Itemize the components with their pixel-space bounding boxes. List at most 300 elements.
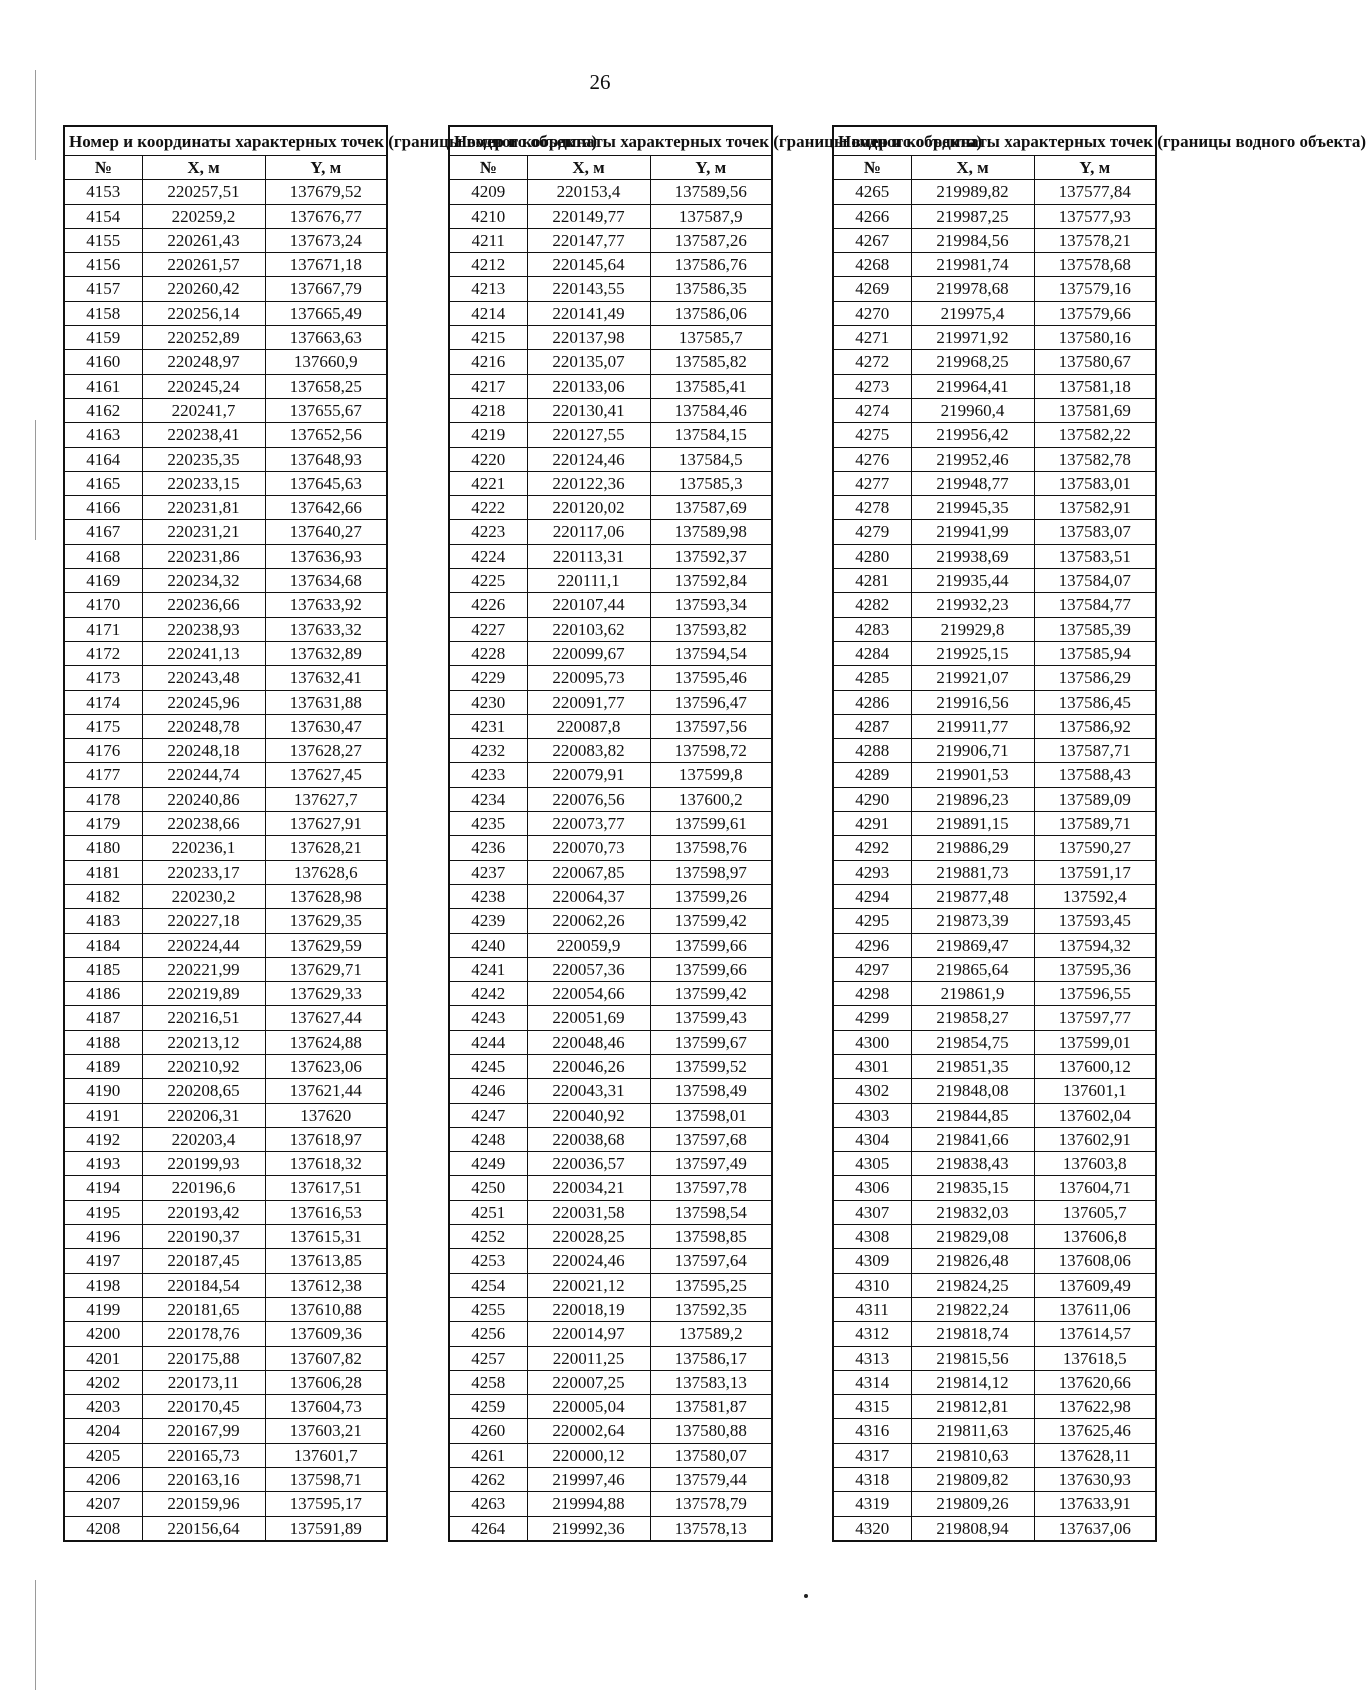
y-coordinate-cell: 137579,44 bbox=[650, 1468, 772, 1492]
y-coordinate-cell: 137591,17 bbox=[1034, 860, 1156, 884]
y-coordinate-cell: 137599,52 bbox=[650, 1054, 772, 1078]
x-coordinate-cell: 220057,36 bbox=[527, 957, 650, 981]
y-coordinate-cell: 137671,18 bbox=[265, 253, 387, 277]
table-row bbox=[64, 1516, 387, 1541]
point-number-cell: 4232 bbox=[449, 739, 527, 763]
table-row bbox=[64, 617, 387, 641]
x-coordinate-cell: 219873,39 bbox=[911, 909, 1034, 933]
x-coordinate-cell: 220130,41 bbox=[527, 398, 650, 422]
table-row bbox=[449, 982, 772, 1006]
table-row bbox=[449, 326, 772, 350]
point-number-cell: 4282 bbox=[833, 593, 911, 617]
y-coordinate-cell: 137630,47 bbox=[265, 714, 387, 738]
y-coordinate-cell: 137637,06 bbox=[1034, 1516, 1156, 1541]
y-coordinate-cell: 137602,91 bbox=[1034, 1127, 1156, 1151]
table-row bbox=[833, 1176, 1156, 1200]
y-coordinate-cell: 137595,17 bbox=[265, 1492, 387, 1516]
table-row bbox=[449, 1419, 772, 1443]
y-coordinate-cell: 137608,06 bbox=[1034, 1249, 1156, 1273]
y-coordinate-cell: 137603,8 bbox=[1034, 1152, 1156, 1176]
y-coordinate-cell: 137595,46 bbox=[650, 666, 772, 690]
table-row bbox=[833, 277, 1156, 301]
y-coordinate-cell: 137578,13 bbox=[650, 1516, 772, 1541]
column-header-x: X, м bbox=[142, 156, 265, 180]
point-number-cell: 4211 bbox=[449, 228, 527, 252]
column-header-y: Y, м bbox=[650, 156, 772, 180]
point-number-cell: 4188 bbox=[64, 1030, 142, 1054]
x-coordinate-cell: 220076,56 bbox=[527, 787, 650, 811]
x-coordinate-cell: 220111,1 bbox=[527, 569, 650, 593]
x-coordinate-cell: 220221,99 bbox=[142, 957, 265, 981]
x-coordinate-cell: 219906,71 bbox=[911, 739, 1034, 763]
point-number-cell: 4212 bbox=[449, 253, 527, 277]
x-coordinate-cell: 220007,25 bbox=[527, 1370, 650, 1394]
y-coordinate-cell: 137618,32 bbox=[265, 1152, 387, 1176]
x-coordinate-cell: 220245,96 bbox=[142, 690, 265, 714]
table-row bbox=[64, 787, 387, 811]
y-coordinate-cell: 137645,63 bbox=[265, 471, 387, 495]
point-number-cell: 4187 bbox=[64, 1006, 142, 1030]
table-row bbox=[833, 301, 1156, 325]
point-number-cell: 4290 bbox=[833, 787, 911, 811]
point-number-cell: 4170 bbox=[64, 593, 142, 617]
x-coordinate-cell: 219948,77 bbox=[911, 471, 1034, 495]
table-row bbox=[64, 982, 387, 1006]
coordinates-table-wrapper-3 bbox=[832, 125, 1366, 1542]
table-row bbox=[833, 957, 1156, 981]
point-number-cell: 4262 bbox=[449, 1468, 527, 1492]
x-coordinate-cell: 220233,17 bbox=[142, 860, 265, 884]
table-row bbox=[833, 1054, 1156, 1078]
x-coordinate-cell: 220210,92 bbox=[142, 1054, 265, 1078]
table-row bbox=[449, 1443, 772, 1467]
table-row bbox=[449, 593, 772, 617]
table-row bbox=[833, 690, 1156, 714]
table-row bbox=[64, 909, 387, 933]
y-coordinate-cell: 137591,89 bbox=[265, 1516, 387, 1541]
point-number-cell: 4167 bbox=[64, 520, 142, 544]
y-coordinate-cell: 137596,55 bbox=[1034, 982, 1156, 1006]
y-coordinate-cell: 137598,76 bbox=[650, 836, 772, 860]
x-coordinate-cell: 220231,81 bbox=[142, 496, 265, 520]
point-number-cell: 4176 bbox=[64, 739, 142, 763]
point-number-cell: 4247 bbox=[449, 1103, 527, 1127]
point-number-cell: 4251 bbox=[449, 1200, 527, 1224]
point-number-cell: 4277 bbox=[833, 471, 911, 495]
x-coordinate-cell: 219809,26 bbox=[911, 1492, 1034, 1516]
x-coordinate-cell: 219829,08 bbox=[911, 1225, 1034, 1249]
point-number-cell: 4191 bbox=[64, 1103, 142, 1127]
y-coordinate-cell: 137600,12 bbox=[1034, 1054, 1156, 1078]
table-row bbox=[64, 447, 387, 471]
point-number-cell: 4264 bbox=[449, 1516, 527, 1541]
y-coordinate-cell: 137628,11 bbox=[1034, 1443, 1156, 1467]
column-header-y: Y, м bbox=[1034, 156, 1156, 180]
y-coordinate-cell: 137584,5 bbox=[650, 447, 772, 471]
point-number-cell: 4175 bbox=[64, 714, 142, 738]
table-row bbox=[64, 423, 387, 447]
point-number-cell: 4304 bbox=[833, 1127, 911, 1151]
table-row bbox=[64, 1176, 387, 1200]
scan-margin-line bbox=[35, 1580, 36, 1690]
y-coordinate-cell: 137620 bbox=[265, 1103, 387, 1127]
point-number-cell: 4165 bbox=[64, 471, 142, 495]
table-row bbox=[64, 666, 387, 690]
table-row bbox=[64, 1370, 387, 1394]
x-coordinate-cell: 220248,78 bbox=[142, 714, 265, 738]
x-coordinate-cell: 220199,93 bbox=[142, 1152, 265, 1176]
y-coordinate-cell: 137587,26 bbox=[650, 228, 772, 252]
y-coordinate-cell: 137627,91 bbox=[265, 812, 387, 836]
point-number-cell: 4299 bbox=[833, 1006, 911, 1030]
x-coordinate-cell: 219826,48 bbox=[911, 1249, 1034, 1273]
y-coordinate-cell: 137583,01 bbox=[1034, 471, 1156, 495]
table-row bbox=[64, 1079, 387, 1103]
x-coordinate-cell: 219891,15 bbox=[911, 812, 1034, 836]
y-coordinate-cell: 137609,36 bbox=[265, 1322, 387, 1346]
x-coordinate-cell: 219818,74 bbox=[911, 1322, 1034, 1346]
point-number-cell: 4164 bbox=[64, 447, 142, 471]
point-number-cell: 4238 bbox=[449, 884, 527, 908]
y-coordinate-cell: 137584,15 bbox=[650, 423, 772, 447]
point-number-cell: 4195 bbox=[64, 1200, 142, 1224]
point-number-cell: 4246 bbox=[449, 1079, 527, 1103]
table-row bbox=[64, 1103, 387, 1127]
x-coordinate-cell: 220208,65 bbox=[142, 1079, 265, 1103]
y-coordinate-cell: 137593,34 bbox=[650, 593, 772, 617]
point-number-cell: 4316 bbox=[833, 1419, 911, 1443]
point-number-cell: 4266 bbox=[833, 204, 911, 228]
table-row bbox=[833, 1127, 1156, 1151]
point-number-cell: 4202 bbox=[64, 1370, 142, 1394]
table-row bbox=[833, 569, 1156, 593]
x-coordinate-cell: 219989,82 bbox=[911, 180, 1034, 204]
point-number-cell: 4312 bbox=[833, 1322, 911, 1346]
table-row bbox=[449, 1200, 772, 1224]
point-number-cell: 4274 bbox=[833, 398, 911, 422]
y-coordinate-cell: 137587,9 bbox=[650, 204, 772, 228]
y-coordinate-cell: 137577,84 bbox=[1034, 180, 1156, 204]
y-coordinate-cell: 137585,3 bbox=[650, 471, 772, 495]
x-coordinate-cell: 220216,51 bbox=[142, 1006, 265, 1030]
table-row bbox=[64, 1127, 387, 1151]
x-coordinate-cell: 220259,2 bbox=[142, 204, 265, 228]
table-body bbox=[449, 180, 772, 1541]
point-number-cell: 4275 bbox=[833, 423, 911, 447]
y-coordinate-cell: 137579,16 bbox=[1034, 277, 1156, 301]
table-row bbox=[449, 228, 772, 252]
point-number-cell: 4284 bbox=[833, 641, 911, 665]
point-number-cell: 4302 bbox=[833, 1079, 911, 1103]
y-coordinate-cell: 137598,72 bbox=[650, 739, 772, 763]
point-number-cell: 4194 bbox=[64, 1176, 142, 1200]
x-coordinate-cell: 219865,64 bbox=[911, 957, 1034, 981]
table-row bbox=[833, 496, 1156, 520]
point-number-cell: 4309 bbox=[833, 1249, 911, 1273]
y-coordinate-cell: 137634,68 bbox=[265, 569, 387, 593]
point-number-cell: 4162 bbox=[64, 398, 142, 422]
y-coordinate-cell: 137642,66 bbox=[265, 496, 387, 520]
y-coordinate-cell: 137632,41 bbox=[265, 666, 387, 690]
x-coordinate-cell: 219815,56 bbox=[911, 1346, 1034, 1370]
point-number-cell: 4226 bbox=[449, 593, 527, 617]
point-number-cell: 4171 bbox=[64, 617, 142, 641]
table-row bbox=[449, 520, 772, 544]
table-row bbox=[449, 350, 772, 374]
table-row bbox=[833, 1152, 1156, 1176]
x-coordinate-cell: 219824,25 bbox=[911, 1273, 1034, 1297]
point-number-cell: 4160 bbox=[64, 350, 142, 374]
x-coordinate-cell: 219877,48 bbox=[911, 884, 1034, 908]
table-row bbox=[64, 812, 387, 836]
table-row bbox=[449, 277, 772, 301]
point-number-cell: 4182 bbox=[64, 884, 142, 908]
point-number-cell: 4184 bbox=[64, 933, 142, 957]
x-coordinate-cell: 220236,66 bbox=[142, 593, 265, 617]
table-row bbox=[833, 763, 1156, 787]
point-number-cell: 4173 bbox=[64, 666, 142, 690]
point-number-cell: 4206 bbox=[64, 1468, 142, 1492]
x-coordinate-cell: 220248,97 bbox=[142, 350, 265, 374]
y-coordinate-cell: 137585,41 bbox=[650, 374, 772, 398]
point-number-cell: 4172 bbox=[64, 641, 142, 665]
point-number-cell: 4315 bbox=[833, 1395, 911, 1419]
table-row bbox=[449, 1030, 772, 1054]
table-row bbox=[449, 884, 772, 908]
x-coordinate-cell: 220145,64 bbox=[527, 253, 650, 277]
point-number-cell: 4278 bbox=[833, 496, 911, 520]
x-coordinate-cell: 220021,12 bbox=[527, 1273, 650, 1297]
x-coordinate-cell: 219971,92 bbox=[911, 326, 1034, 350]
table-row bbox=[833, 374, 1156, 398]
y-coordinate-cell: 137603,21 bbox=[265, 1419, 387, 1443]
point-number-cell: 4219 bbox=[449, 423, 527, 447]
x-coordinate-cell: 220143,55 bbox=[527, 277, 650, 301]
y-coordinate-cell: 137599,42 bbox=[650, 909, 772, 933]
y-coordinate-cell: 137598,01 bbox=[650, 1103, 772, 1127]
table-row bbox=[64, 253, 387, 277]
x-coordinate-cell: 219901,53 bbox=[911, 763, 1034, 787]
y-coordinate-cell: 137592,35 bbox=[650, 1297, 772, 1321]
table-row bbox=[64, 544, 387, 568]
table-row bbox=[64, 228, 387, 252]
x-coordinate-cell: 220167,99 bbox=[142, 1419, 265, 1443]
point-number-cell: 4207 bbox=[64, 1492, 142, 1516]
point-number-cell: 4250 bbox=[449, 1176, 527, 1200]
y-coordinate-cell: 137613,85 bbox=[265, 1249, 387, 1273]
x-coordinate-cell: 220206,31 bbox=[142, 1103, 265, 1127]
x-coordinate-cell: 219952,46 bbox=[911, 447, 1034, 471]
y-coordinate-cell: 137601,7 bbox=[265, 1443, 387, 1467]
y-coordinate-cell: 137589,09 bbox=[1034, 787, 1156, 811]
table-row bbox=[64, 180, 387, 204]
table-row bbox=[449, 763, 772, 787]
point-number-cell: 4156 bbox=[64, 253, 142, 277]
table-row bbox=[833, 180, 1156, 204]
x-coordinate-cell: 219968,25 bbox=[911, 350, 1034, 374]
x-coordinate-cell: 220238,41 bbox=[142, 423, 265, 447]
table-row bbox=[833, 1346, 1156, 1370]
y-coordinate-cell: 137598,85 bbox=[650, 1225, 772, 1249]
column-header-y: Y, м bbox=[265, 156, 387, 180]
y-coordinate-cell: 137599,42 bbox=[650, 982, 772, 1006]
x-coordinate-cell: 219822,24 bbox=[911, 1297, 1034, 1321]
table-row bbox=[449, 1054, 772, 1078]
table-title: Номер и координаты характерных точек (границы водного объекта) bbox=[449, 126, 772, 156]
y-coordinate-cell: 137586,76 bbox=[650, 253, 772, 277]
y-coordinate-cell: 137583,51 bbox=[1034, 544, 1156, 568]
point-number-cell: 4227 bbox=[449, 617, 527, 641]
table-row bbox=[64, 301, 387, 325]
table-row bbox=[833, 1395, 1156, 1419]
point-number-cell: 4237 bbox=[449, 860, 527, 884]
x-coordinate-cell: 219945,35 bbox=[911, 496, 1034, 520]
x-coordinate-cell: 219981,74 bbox=[911, 253, 1034, 277]
x-coordinate-cell: 220187,45 bbox=[142, 1249, 265, 1273]
y-coordinate-cell: 137589,98 bbox=[650, 520, 772, 544]
y-coordinate-cell: 137579,66 bbox=[1034, 301, 1156, 325]
y-coordinate-cell: 137595,25 bbox=[650, 1273, 772, 1297]
x-coordinate-cell: 220238,66 bbox=[142, 812, 265, 836]
y-coordinate-cell: 137599,67 bbox=[650, 1030, 772, 1054]
y-coordinate-cell: 137598,54 bbox=[650, 1200, 772, 1224]
x-coordinate-cell: 220241,13 bbox=[142, 641, 265, 665]
table-row bbox=[833, 739, 1156, 763]
x-coordinate-cell: 220230,2 bbox=[142, 884, 265, 908]
x-coordinate-cell: 219809,82 bbox=[911, 1468, 1034, 1492]
x-coordinate-cell: 220040,92 bbox=[527, 1103, 650, 1127]
y-coordinate-cell: 137679,52 bbox=[265, 180, 387, 204]
coordinates-table bbox=[832, 125, 1366, 1542]
point-number-cell: 4217 bbox=[449, 374, 527, 398]
table-row bbox=[449, 787, 772, 811]
table-row bbox=[833, 1273, 1156, 1297]
table-row bbox=[64, 1443, 387, 1467]
x-coordinate-cell: 220122,36 bbox=[527, 471, 650, 495]
x-coordinate-cell: 219964,41 bbox=[911, 374, 1034, 398]
y-coordinate-cell: 137604,71 bbox=[1034, 1176, 1156, 1200]
table-row bbox=[833, 447, 1156, 471]
x-coordinate-cell: 220178,76 bbox=[142, 1322, 265, 1346]
y-coordinate-cell: 137578,21 bbox=[1034, 228, 1156, 252]
point-number-cell: 4288 bbox=[833, 739, 911, 763]
x-coordinate-cell: 219841,66 bbox=[911, 1127, 1034, 1151]
table-row bbox=[833, 982, 1156, 1006]
x-coordinate-cell: 219835,15 bbox=[911, 1176, 1034, 1200]
x-coordinate-cell: 220048,46 bbox=[527, 1030, 650, 1054]
x-coordinate-cell: 220054,66 bbox=[527, 982, 650, 1006]
table-row bbox=[64, 884, 387, 908]
x-coordinate-cell: 220028,25 bbox=[527, 1225, 650, 1249]
table-row bbox=[64, 520, 387, 544]
y-coordinate-cell: 137632,89 bbox=[265, 641, 387, 665]
table-title: Номер и координаты характерных точек (границы водного объекта) bbox=[833, 126, 1156, 156]
point-number-cell: 4313 bbox=[833, 1346, 911, 1370]
x-coordinate-cell: 220011,25 bbox=[527, 1346, 650, 1370]
point-number-cell: 4295 bbox=[833, 909, 911, 933]
x-coordinate-cell: 219810,63 bbox=[911, 1443, 1034, 1467]
y-coordinate-cell: 137592,37 bbox=[650, 544, 772, 568]
point-number-cell: 4286 bbox=[833, 690, 911, 714]
table-row bbox=[449, 544, 772, 568]
table-row bbox=[833, 1516, 1156, 1541]
y-coordinate-cell: 137627,7 bbox=[265, 787, 387, 811]
x-coordinate-cell: 220000,12 bbox=[527, 1443, 650, 1467]
x-coordinate-cell: 220064,37 bbox=[527, 884, 650, 908]
x-coordinate-cell: 219960,4 bbox=[911, 398, 1034, 422]
x-coordinate-cell: 219935,44 bbox=[911, 569, 1034, 593]
y-coordinate-cell: 137585,94 bbox=[1034, 641, 1156, 665]
table-row bbox=[449, 1492, 772, 1516]
point-number-cell: 4255 bbox=[449, 1297, 527, 1321]
table-row bbox=[449, 423, 772, 447]
y-coordinate-cell: 137580,67 bbox=[1034, 350, 1156, 374]
point-number-cell: 4153 bbox=[64, 180, 142, 204]
y-coordinate-cell: 137633,91 bbox=[1034, 1492, 1156, 1516]
table-row bbox=[64, 1225, 387, 1249]
table-row bbox=[64, 1297, 387, 1321]
table-row bbox=[833, 471, 1156, 495]
point-number-cell: 4243 bbox=[449, 1006, 527, 1030]
y-coordinate-cell: 137586,06 bbox=[650, 301, 772, 325]
point-number-cell: 4298 bbox=[833, 982, 911, 1006]
x-coordinate-cell: 220107,44 bbox=[527, 593, 650, 617]
table-row bbox=[449, 253, 772, 277]
y-coordinate-cell: 137594,32 bbox=[1034, 933, 1156, 957]
x-coordinate-cell: 219814,12 bbox=[911, 1370, 1034, 1394]
x-coordinate-cell: 220113,31 bbox=[527, 544, 650, 568]
table-row bbox=[449, 471, 772, 495]
point-number-cell: 4220 bbox=[449, 447, 527, 471]
y-coordinate-cell: 137629,71 bbox=[265, 957, 387, 981]
y-coordinate-cell: 137589,71 bbox=[1034, 812, 1156, 836]
x-coordinate-cell: 220043,31 bbox=[527, 1079, 650, 1103]
x-coordinate-cell: 220203,4 bbox=[142, 1127, 265, 1151]
table-row bbox=[64, 1273, 387, 1297]
table-row bbox=[833, 204, 1156, 228]
y-coordinate-cell: 137599,8 bbox=[650, 763, 772, 787]
table-row bbox=[449, 933, 772, 957]
point-number-cell: 4294 bbox=[833, 884, 911, 908]
x-coordinate-cell: 220238,93 bbox=[142, 617, 265, 641]
y-coordinate-cell: 137593,45 bbox=[1034, 909, 1156, 933]
point-number-cell: 4311 bbox=[833, 1297, 911, 1321]
point-number-cell: 4287 bbox=[833, 714, 911, 738]
y-coordinate-cell: 137621,44 bbox=[265, 1079, 387, 1103]
x-coordinate-cell: 219984,56 bbox=[911, 228, 1034, 252]
y-coordinate-cell: 137598,71 bbox=[265, 1468, 387, 1492]
point-number-cell: 4189 bbox=[64, 1054, 142, 1078]
point-number-cell: 4307 bbox=[833, 1200, 911, 1224]
table-row bbox=[64, 204, 387, 228]
scan-speck bbox=[804, 1594, 808, 1598]
column-header-number: № bbox=[64, 156, 142, 180]
point-number-cell: 4225 bbox=[449, 569, 527, 593]
x-coordinate-cell: 220018,19 bbox=[527, 1297, 650, 1321]
point-number-cell: 4257 bbox=[449, 1346, 527, 1370]
point-number-cell: 4308 bbox=[833, 1225, 911, 1249]
x-coordinate-cell: 220227,18 bbox=[142, 909, 265, 933]
point-number-cell: 4267 bbox=[833, 228, 911, 252]
table-row bbox=[64, 593, 387, 617]
table-row bbox=[833, 617, 1156, 641]
table-row bbox=[833, 423, 1156, 447]
table-row bbox=[64, 933, 387, 957]
y-coordinate-cell: 137587,71 bbox=[1034, 739, 1156, 763]
y-coordinate-cell: 137599,01 bbox=[1034, 1030, 1156, 1054]
x-coordinate-cell: 220095,73 bbox=[527, 666, 650, 690]
table-row bbox=[449, 374, 772, 398]
